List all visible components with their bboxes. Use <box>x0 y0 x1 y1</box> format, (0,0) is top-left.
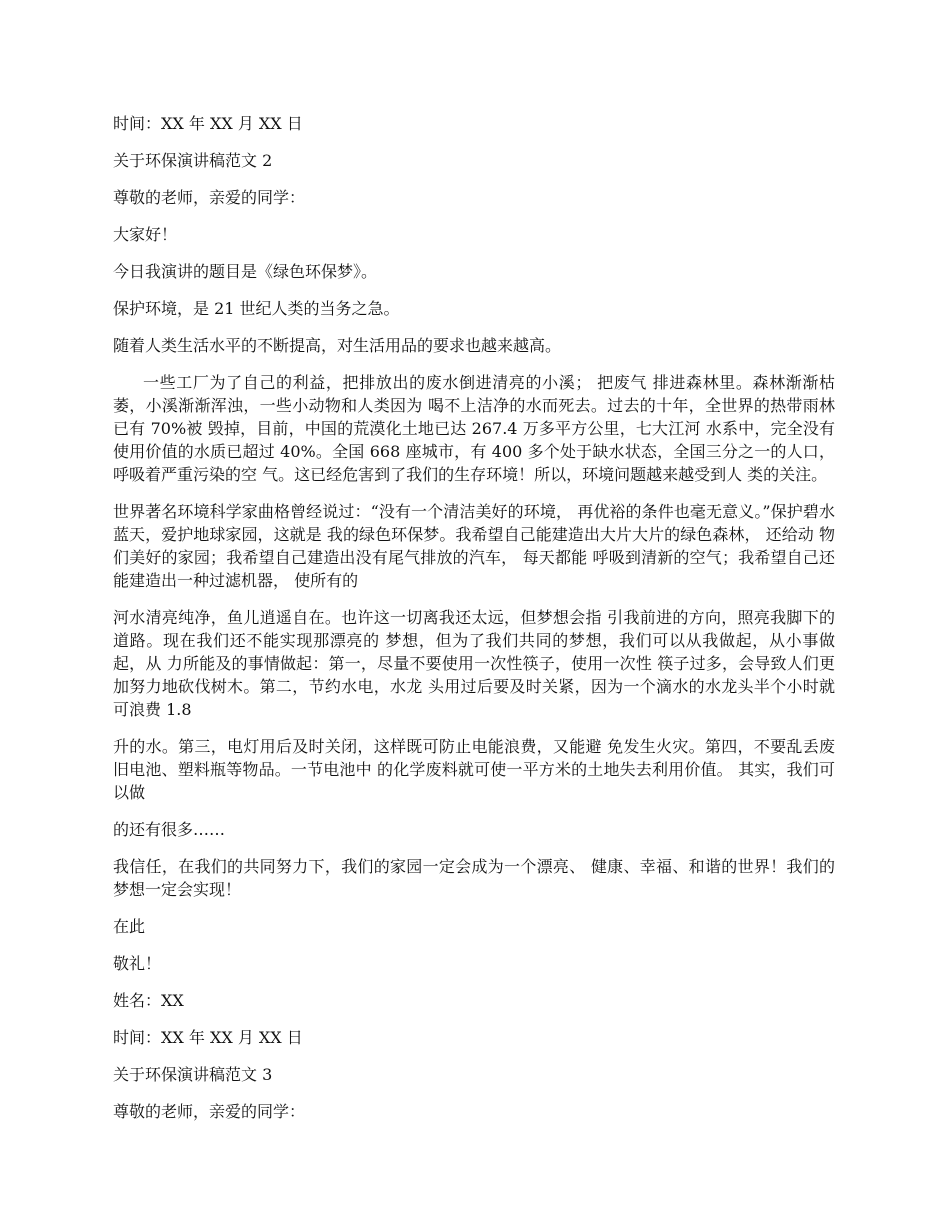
body-paragraph: 升的水。第三，电灯用后及时关闭，这样既可防止电能浪费，又能避 免发生火灾。第四，不要乱丢废旧电池、塑料瓶等物品。一节电池中 的化学废料就可使一平方米的土地失去利用价值。 其实，我们可以做 <box>113 737 835 802</box>
body-paragraph: 我信任，在我们的共同努力下，我们的家园一定会成为一个漂亮、 健康、幸福、和谐的世界！我们的梦想一定会实现！ <box>113 857 835 899</box>
date-line: 时间：XX 年 XX 月 XX 日 <box>113 1028 303 1047</box>
section-heading: 关于环保演讲稿范文 2 <box>113 151 273 170</box>
closing-line: 在此 <box>113 917 146 936</box>
speech-topic: 今日我演讲的题目是《绿色环保梦》。 <box>113 262 378 281</box>
date-line: 时间：XX 年 XX 月 XX 日 <box>113 114 303 133</box>
signature-name: 姓名：XX <box>113 991 184 1010</box>
body-paragraph: 一些工厂为了自己的利益，把排放出的废水倒进清亮的小溪； 把废气 排进森林里。森林渐渐枯萎，小溪渐渐浑浊，一些小动物和人类因为 喝不上洁净的水而死去。过去的十年，全世界的热带雨林已有 70%被 毁掉，目前，中国的荒漠化土地已达 267.4 万多平方公里，七大江河 水系中，完全没有使用价值的水质已超过 40%。全国 668 座城市，有 400 多个处于缺水状态，全国三分之一的人口，呼吸着严重污染的空 气。这已经危害到了我们的生存环境！所以，环境问题越来越受到人 类的关注。 <box>113 373 835 484</box>
salutation: 尊敬的老师，亲爱的同学： <box>113 188 306 207</box>
body-paragraph: 保护环境，是 21 世纪人类的当务之急。 <box>113 299 400 318</box>
body-paragraph: 的还有很多…… <box>113 820 226 839</box>
closing-salute: 敬礼！ <box>113 954 162 973</box>
body-paragraph: 随着人类生活水平的不断提高，对生活用品的要求也越来越高。 <box>113 336 562 355</box>
greeting: 大家好！ <box>113 225 178 244</box>
section-heading: 关于环保演讲稿范文 3 <box>113 1065 273 1084</box>
document-page <box>113 112 835 1137</box>
body-paragraph: 世界著名环境科学家曲格曾经说过：“没有一个清洁美好的环境， 再优裕的条件也毫无意义。”保护碧水蓝天，爱护地球家园，这就是 我的绿色环保梦。我希望自己能建造出大片大片的绿色森林， 还给动 物们美好的家园；我希望自己建造出没有尾气排放的汽车， 每天都能 呼吸到清新的空气；我希望自己还能建造出一种过滤机器， 使所有的 <box>113 502 835 590</box>
body-paragraph: 河水清亮纯净，鱼儿逍遥自在。也许这一切离我还太远，但梦想会指 引我前进的方向，照亮我脚下的道路。现在我们还不能实现那漂亮的 梦想，但为了我们共同的梦想，我们可以从我做起，从小事做起，从 力所能及的事情做起：第一，尽量不要使用一次性筷子，使用一次性 筷子过多，会导致人们更加努力地砍伐树木。第二，节约水电，水龙 头用过后要及时关紧，因为一个滴水的水龙头半个小时就可浪费 1.8 <box>113 608 835 719</box>
salutation: 尊敬的老师，亲爱的同学： <box>113 1102 306 1121</box>
